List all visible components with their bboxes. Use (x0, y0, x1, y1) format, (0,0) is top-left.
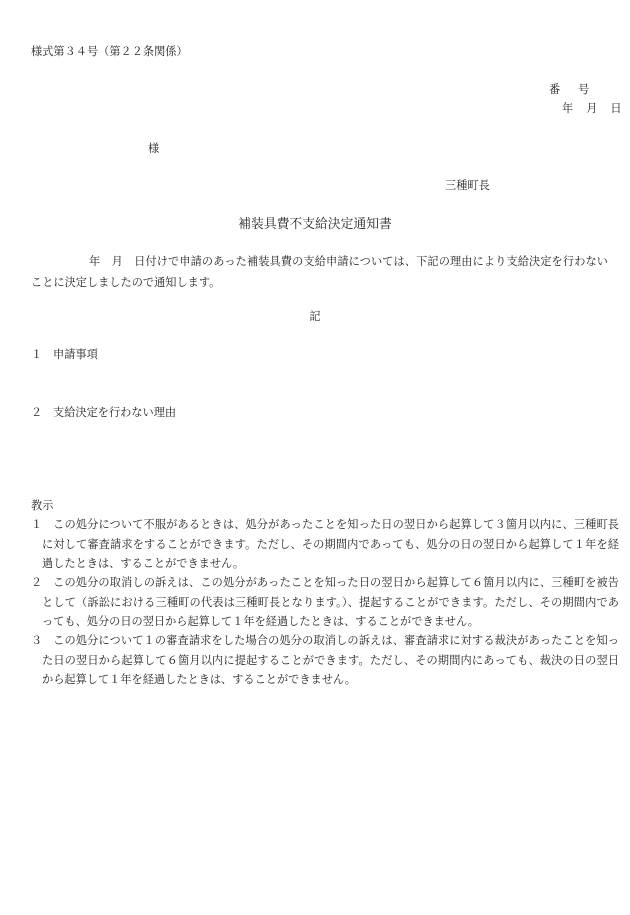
notice-number: １ (31, 518, 43, 531)
notice-number: ２ (31, 576, 43, 589)
ki-heading: 記 (309, 310, 321, 323)
addressee: 様 (148, 142, 160, 155)
item-label: 申請事項 (53, 348, 98, 361)
notice-number: ３ (31, 634, 43, 647)
document-title: 補装具費不支給決定通知書 (238, 217, 392, 232)
notice-text: この処分について１の審査請求をした場合の処分の取消しの訴えは、審査請求に対する裁決があったことを知った日の翌日から起算して６箇月以内に提起することができます。ただし、その期間内にあっても、裁決の日の翌日から起算して１年を経過したときは、することができません。 (42, 634, 619, 686)
date-year: 年 (562, 102, 574, 115)
date-day: 日 (610, 102, 622, 115)
item-reason (31, 405, 176, 422)
document-number-label (549, 82, 589, 99)
notice-item-1 (31, 515, 619, 574)
item-number: １ (31, 348, 43, 361)
notice-text: この処分の取消しの訴えは、この処分があったことを知った日の翌日から起算して６箇月以内に、三種町を被告として（訴訟における三種町の代表は三種町長となります。）、提起することができます。ただし、その期間内であっても、処分の日の翌日から起算して１年を経過したときは、することができません。 (42, 576, 619, 628)
notice-item-2 (31, 573, 619, 632)
notice-item-3 (31, 631, 619, 690)
form-number: 様式第３４号（第２２条関係） (31, 45, 188, 58)
number-label-right: 号 (578, 83, 590, 96)
number-label-left: 番 (549, 83, 579, 96)
item-application-matter (31, 347, 98, 364)
sender: 三種町長 (445, 179, 490, 192)
item-number: ２ (31, 406, 43, 419)
item-label: 支給決定を行わない理由 (53, 406, 177, 419)
date-month: 月 (586, 102, 598, 115)
notice-text: この処分について不服があるときは、処分があったことを知った日の翌日から起算して３箇月以内に、三種町長に対して審査請求をすることができます。ただし、その期間内であっても、処分の日の翌日から起算して１年を経過したときは、することができません。 (42, 518, 619, 570)
notice-title: 教示 (31, 499, 54, 512)
body-paragraph: 年 月 日付けで申請のあった補装具費の支給申請については、下記の理由により支給決定を行わないことに決定しましたので通知します。 (31, 255, 608, 289)
issue-date (549, 101, 622, 118)
